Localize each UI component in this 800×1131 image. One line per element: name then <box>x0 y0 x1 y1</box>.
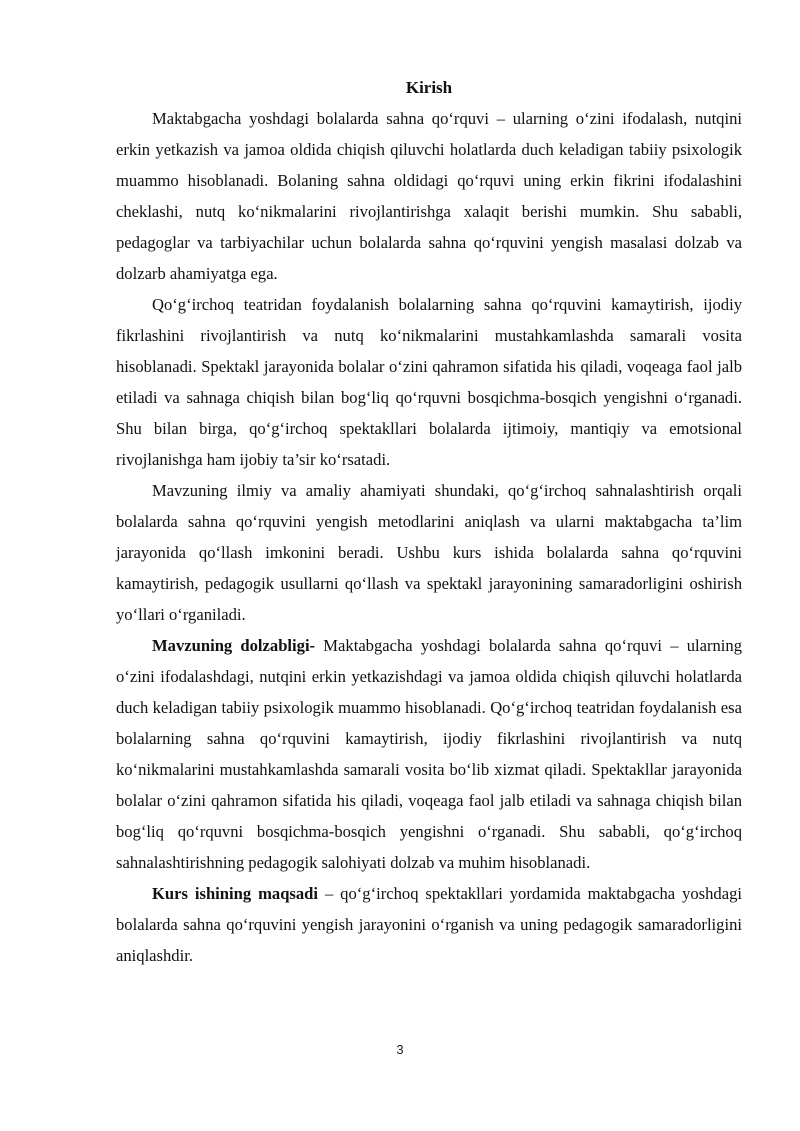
paragraph-significance <box>116 475 742 630</box>
section-title: Kirish <box>405 78 453 97</box>
paragraph-lead-heading: Mavzuning dolzabligi- <box>152 636 316 655</box>
paragraph-text: Maktabgacha yoshdagi bolalarda sahna qo‘rquvi – ularning o‘zini ifodalashdagi, nutqini erkin yetkazishdagi va jamoa oldida chiqish qiluvchi holatlarda duch keladigan tabiiy psixologik muammo hisoblanadi. Qo‘g‘irchoq teatridan foydalanish esa bolalarning sahna qo‘rquvini kamaytirish, ijodiy fikrlashini rivojlantirish va nutq ko‘nikmalarini mustahkamlashda samarali vosita bo‘lib xizmat qiladi. Spektakllar jarayonida bolalar o‘zini qahramon sifatida his qiladi, voqeaga faol jalb etiladi va sahnaga chiqish bilan bog‘liq qo‘rquvni bosqichma-bosqich yengishni o‘rganadi. Shu sababli, qo‘g‘irchoq sahnalashtirishning pedagogik salohiyati dolzab va muhim hisoblanadi. <box>116 636 742 872</box>
paragraph-text: – qo‘g‘irchoq spektakllari yordamida maktabgacha yoshdagi bolalarda sahna qo‘rquvini yengish jarayonini o‘rganish va uning pedagogik samaradorligini aniqlashdir. <box>116 884 742 965</box>
document-page <box>116 72 742 971</box>
paragraph-relevance <box>116 630 742 878</box>
paragraph-puppet-theatre <box>116 289 742 475</box>
paragraph-text: Mavzuning ilmiy va amaliy ahamiyati shundaki, qo‘g‘irchoq sahnalashtirish orqali bolalarda sahna qo‘rquvini yengish metodlarini aniqlash va ularni maktabgacha ta’lim jarayonida qo‘llash imkonini beradi. Ushbu kurs ishida bolalarda sahna qo‘rquvini kamaytirish, pedagogik usullarni qo‘llash va spektakl jarayonining samaradorligini oshirish yo‘llari o‘rganiladi. <box>116 481 742 624</box>
paragraph-text: Maktabgacha yoshdagi bolalarda sahna qo‘rquvi – ularning o‘zini ifodalash, nutqini erkin yetkazish va jamoa oldida chiqish qiluvchi holatlarda duch keladigan tabiiy psixologik muammo hisoblanadi. Bolaning sahna oldidagi qo‘rquvi uning erkin fikrini ifodalashini cheklashi, nutq ko‘nikmalarini rivojlantirishga xalaqit berishi mumkin. Shu sababli, pedagoglar va tarbiyachilar uchun bolalarda sahna qo‘rquvini yengish masalasi dolzab va dolzarb ahamiyatga ega. <box>116 109 742 283</box>
paragraph-introduction <box>116 103 742 289</box>
paragraph-text: Qo‘g‘irchoq teatridan foydalanish bolalarning sahna qo‘rquvini kamaytirish, ijodiy fikrlashini rivojlantirish va nutq ko‘nikmalarini mustahkamlashda samarali vosita hisoblanadi. Spektakl jarayonida bolalar o‘zini qahramon sifatida his qiladi, voqeaga faol jalb etiladi va sahnaga chiqish bilan bog‘liq qo‘rquvni bosqichma-bosqich yengishni o‘rganadi. Shu bilan birga, qo‘g‘irchoq spektakllari bolalarda ijtimoiy, mantiqiy va emotsional rivojlanishga ham ijobiy ta’sir ko‘rsatadi. <box>116 295 742 469</box>
page-number: 3 <box>396 1042 404 1057</box>
paragraph-lead-heading: Kurs ishining maqsadi <box>152 884 319 903</box>
paragraph-purpose <box>116 878 742 971</box>
